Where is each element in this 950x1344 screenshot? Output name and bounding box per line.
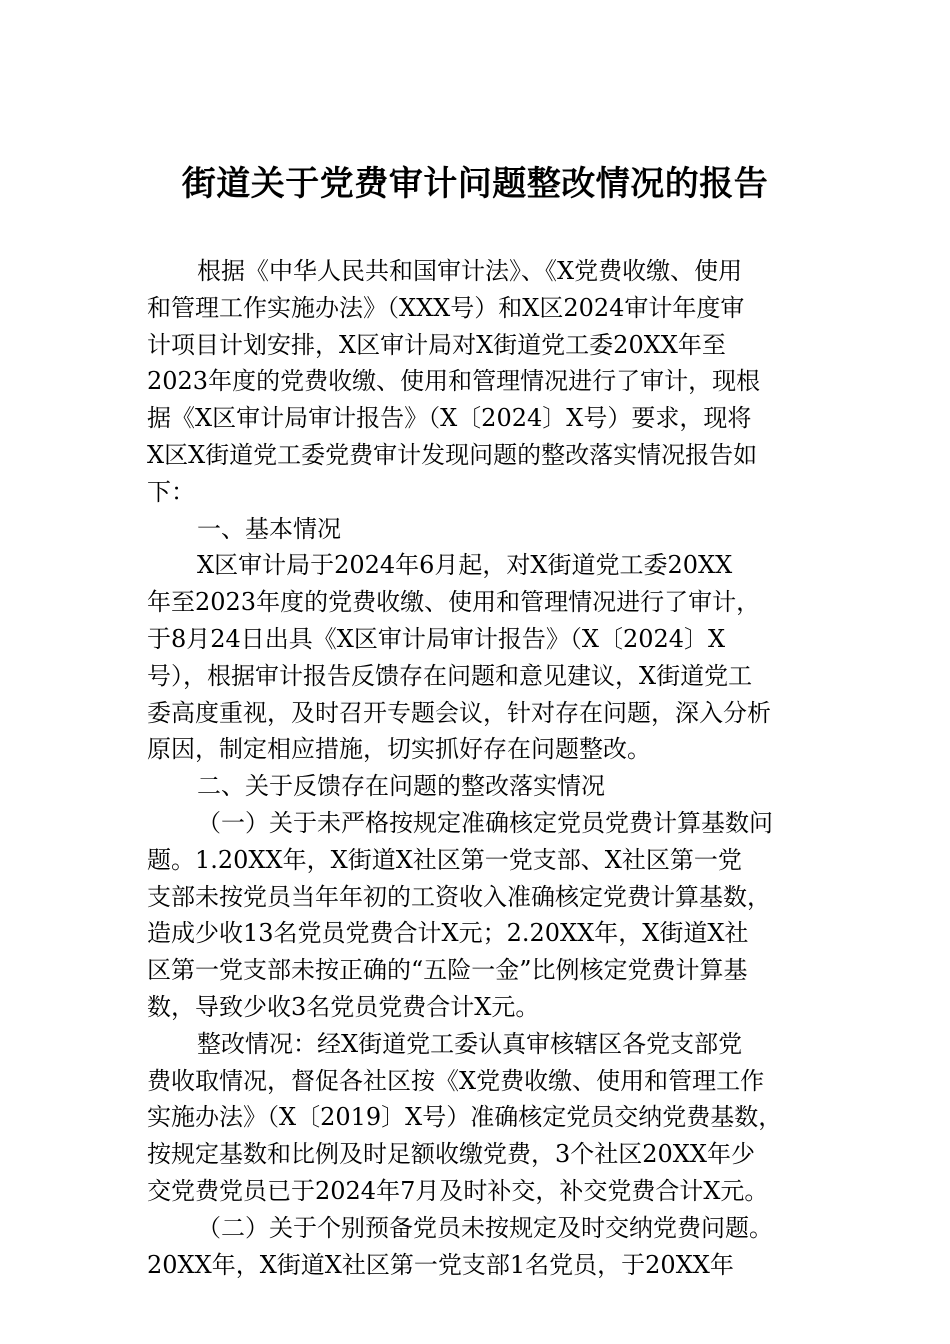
paragraph-line: 2023年度的党费收缴、使用和管理情况进行了审计，现根 xyxy=(147,367,761,396)
document-title: 街道关于党费审计问题整改情况的报告 xyxy=(181,164,769,204)
paragraph-line: 整改情况：经X街道党工委认真审核辖区各党支部党 xyxy=(197,1029,743,1058)
paragraph-line: 计项目计划安排，X区审计局对X街道党工委20XX年至 xyxy=(147,330,726,359)
paragraph-line: 实施办法》（X〔2019〕X号）准确核定党员交纳党费基数， xyxy=(147,1103,783,1132)
paragraph-line: 按规定基数和比例及时足额收缴党费，3个社区20XX年少 xyxy=(147,1140,755,1169)
paragraph-line: 号），根据审计报告反馈存在问题和意见建议，X街道党工 xyxy=(147,661,753,690)
paragraph-line: （一）关于未严格按规定准确核定党员党费计算基数问 xyxy=(197,808,773,837)
document-body xyxy=(147,253,807,1283)
paragraph-line: 委高度重视，及时召开专题会议，针对存在问题，深入分析 xyxy=(147,698,771,727)
paragraph-line: 据《X区审计局审计报告》（X〔2024〕X号）要求，现将 xyxy=(147,404,752,433)
paragraph-line: 支部未按党员当年年初的工资收入准确核定党费计算基数， xyxy=(147,882,771,911)
section-heading-basic: 一、基本情况 xyxy=(197,514,341,543)
paragraph-line: 数，导致少收3名党员党费合计X元。 xyxy=(147,992,540,1021)
section-heading-rectification: 二、关于反馈存在问题的整改落实情况 xyxy=(197,772,605,801)
paragraph-line: 下： xyxy=(147,477,195,506)
paragraph-line: 于8月24日出具《X区审计局审计报告》（X〔2024〕X xyxy=(147,624,726,653)
paragraph-line: 交党费党员已于2024年7月及时补交，补交党费合计X元。 xyxy=(147,1176,769,1205)
paragraph-line: X区X街道党工委党费审计发现问题的整改落实情况报告如 xyxy=(147,440,758,469)
paragraph-line: 题。1.20XX年，X街道X社区第一党支部、X社区第一党 xyxy=(147,845,742,874)
paragraph-line: X区审计局于2024年6月起，对X街道党工委20XX xyxy=(197,551,733,580)
paragraph-line: 费收取情况，督促各社区按《X党费收缴、使用和管理工作 xyxy=(147,1066,765,1095)
paragraph-line: 造成少收13名党员党费合计X元；2.20XX年，X街道X社 xyxy=(147,919,749,948)
paragraph-line: 20XX年，X街道X社区第一党支部1名党员，于20XX年 xyxy=(147,1250,734,1279)
paragraph-line: 根据《中华人民共和国审计法》、《X党费收缴、使用 xyxy=(197,257,743,285)
paragraph-line: （二）关于个别预备党员未按规定及时交纳党费问题。 xyxy=(197,1213,773,1242)
paragraph-line: 区第一党支部未按正确的“五险一金”比例核定党费计算基 xyxy=(147,956,748,985)
paragraph-line: 年至2023年度的党费收缴、使用和管理情况进行了审计， xyxy=(147,588,761,617)
paragraph-line: 和管理工作实施办法》（XXX号）和X区2024审计年度审 xyxy=(147,293,745,322)
paragraph-line: 原因，制定相应措施，切实抓好存在问题整改。 xyxy=(147,735,651,764)
